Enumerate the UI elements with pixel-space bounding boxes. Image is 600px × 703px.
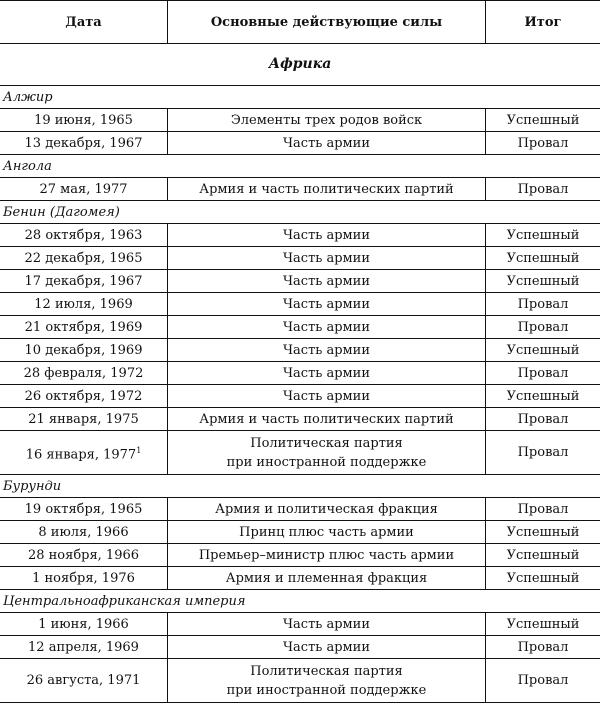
date-text: 26 августа, 1971	[27, 673, 141, 688]
footnote-mark: 1	[136, 446, 141, 455]
header-result: Итог	[486, 1, 600, 44]
date-cell	[0, 431, 168, 475]
result-cell: Провал	[486, 316, 600, 339]
table-row	[0, 408, 600, 431]
date-cell	[0, 339, 168, 362]
result-cell: Успешный	[486, 521, 600, 544]
country-name: Бенин (Дагомея)	[0, 201, 600, 224]
forces-line: при иностранной поддержке	[172, 681, 481, 700]
forces-line: Часть армии	[172, 387, 481, 406]
forces-line: Часть армии	[172, 226, 481, 245]
forces-cell	[168, 408, 486, 431]
forces-cell	[168, 270, 486, 293]
date-text: 28 ноября, 1966	[28, 548, 139, 563]
forces-line: Часть армии	[172, 249, 481, 268]
region-row	[0, 44, 600, 86]
table-row	[0, 316, 600, 339]
date-text: 16 января, 1977	[26, 447, 136, 462]
forces-line: Армия и племенная фракция	[172, 569, 481, 588]
forces-line: Часть армии	[172, 295, 481, 314]
date-cell	[0, 385, 168, 408]
date-text: 22 декабря, 1965	[25, 251, 143, 266]
date-cell	[0, 224, 168, 247]
result-cell: Провал	[486, 431, 600, 475]
result-cell: Провал	[486, 636, 600, 659]
forces-line: Политическая партия	[172, 434, 481, 453]
result-cell: Успешный	[486, 247, 600, 270]
table-row	[0, 132, 600, 155]
date-text: 12 апреля, 1969	[28, 640, 139, 655]
table-row	[0, 521, 600, 544]
table-row	[0, 293, 600, 316]
date-cell	[0, 270, 168, 293]
date-cell	[0, 293, 168, 316]
forces-line: Армия и часть политических партий	[172, 410, 481, 429]
forces-cell	[168, 132, 486, 155]
country-row	[0, 201, 600, 224]
date-text: 26 октября, 1972	[25, 389, 143, 404]
date-text: 27 мая, 1977	[39, 182, 127, 197]
forces-cell	[168, 362, 486, 385]
result-cell: Провал	[486, 132, 600, 155]
header-row	[0, 1, 600, 44]
date-text: 17 декабря, 1967	[25, 274, 143, 289]
table-row	[0, 659, 600, 703]
forces-cell	[168, 293, 486, 316]
date-text: 28 февраля, 1972	[24, 366, 144, 381]
table-row	[0, 544, 600, 567]
date-cell	[0, 132, 168, 155]
result-cell: Провал	[486, 659, 600, 703]
country-row	[0, 86, 600, 109]
forces-cell	[168, 521, 486, 544]
country-name: Центральноафриканская империя	[0, 590, 600, 613]
forces-line: Часть армии	[172, 364, 481, 383]
result-cell: Успешный	[486, 544, 600, 567]
forces-line: Часть армии	[172, 615, 481, 634]
table-row	[0, 224, 600, 247]
table-row	[0, 339, 600, 362]
date-cell	[0, 567, 168, 590]
forces-cell	[168, 316, 486, 339]
forces-line: при иностранной поддержке	[172, 453, 481, 472]
result-cell: Успешный	[486, 339, 600, 362]
date-text: 1 июня, 1966	[38, 617, 129, 632]
forces-cell	[168, 385, 486, 408]
date-cell	[0, 362, 168, 385]
country-row	[0, 155, 600, 178]
date-cell	[0, 109, 168, 132]
result-cell: Успешный	[486, 270, 600, 293]
date-text: 10 декабря, 1969	[25, 343, 143, 358]
date-text: 19 июня, 1965	[34, 113, 133, 128]
date-text: 19 октября, 1965	[25, 502, 143, 517]
result-cell: Провал	[486, 408, 600, 431]
forces-line: Элементы трех родов войск	[172, 111, 481, 130]
header-forces: Основные действующие силы	[168, 1, 486, 44]
country-name: Ангола	[0, 155, 600, 178]
forces-cell	[168, 567, 486, 590]
forces-cell	[168, 636, 486, 659]
date-cell	[0, 613, 168, 636]
forces-line: Армия и часть политических партий	[172, 180, 481, 199]
table-row	[0, 178, 600, 201]
date-text: 28 октября, 1963	[25, 228, 143, 243]
forces-cell	[168, 109, 486, 132]
date-cell	[0, 544, 168, 567]
country-row	[0, 590, 600, 613]
result-cell: Успешный	[486, 385, 600, 408]
table-row	[0, 431, 600, 475]
date-text: 1 ноября, 1976	[32, 571, 135, 586]
result-cell: Успешный	[486, 224, 600, 247]
forces-line: Часть армии	[172, 272, 481, 291]
forces-cell	[168, 431, 486, 475]
date-cell	[0, 178, 168, 201]
country-name: Алжир	[0, 86, 600, 109]
result-cell: Успешный	[486, 109, 600, 132]
result-cell: Успешный	[486, 613, 600, 636]
result-cell: Успешный	[486, 567, 600, 590]
forces-cell	[168, 613, 486, 636]
date-cell	[0, 659, 168, 703]
forces-line: Премьер–министр плюс часть армии	[172, 546, 481, 565]
forces-line: Часть армии	[172, 318, 481, 337]
table-row	[0, 567, 600, 590]
table-row	[0, 109, 600, 132]
forces-cell	[168, 224, 486, 247]
forces-line: Часть армии	[172, 638, 481, 657]
table-row	[0, 270, 600, 293]
date-cell	[0, 316, 168, 339]
date-cell	[0, 636, 168, 659]
forces-line: Политическая партия	[172, 662, 481, 681]
forces-line: Часть армии	[172, 341, 481, 360]
result-cell: Провал	[486, 178, 600, 201]
date-cell	[0, 408, 168, 431]
result-cell: Провал	[486, 498, 600, 521]
country-row	[0, 475, 600, 498]
region-title: Африка	[0, 44, 600, 86]
table-row	[0, 247, 600, 270]
forces-line: Принц плюс часть армии	[172, 523, 481, 542]
country-name: Бурунди	[0, 475, 600, 498]
result-cell: Провал	[486, 293, 600, 316]
date-text: 8 июля, 1966	[38, 525, 128, 540]
date-text: 12 июля, 1969	[34, 297, 132, 312]
forces-cell	[168, 659, 486, 703]
forces-line: Часть армии	[172, 134, 481, 153]
table-row	[0, 498, 600, 521]
date-text: 13 декабря, 1967	[25, 136, 143, 151]
date-cell	[0, 498, 168, 521]
forces-line: Армия и политическая фракция	[172, 500, 481, 519]
date-cell	[0, 247, 168, 270]
table-row	[0, 362, 600, 385]
date-text: 21 января, 1975	[28, 412, 138, 427]
forces-cell	[168, 544, 486, 567]
forces-cell	[168, 178, 486, 201]
date-cell	[0, 521, 168, 544]
forces-cell	[168, 498, 486, 521]
forces-cell	[168, 247, 486, 270]
date-text: 21 октября, 1969	[25, 320, 143, 335]
result-cell: Провал	[486, 362, 600, 385]
table-row	[0, 385, 600, 408]
table-row	[0, 613, 600, 636]
header-date: Дата	[0, 1, 168, 44]
forces-cell	[168, 339, 486, 362]
table-row	[0, 636, 600, 659]
